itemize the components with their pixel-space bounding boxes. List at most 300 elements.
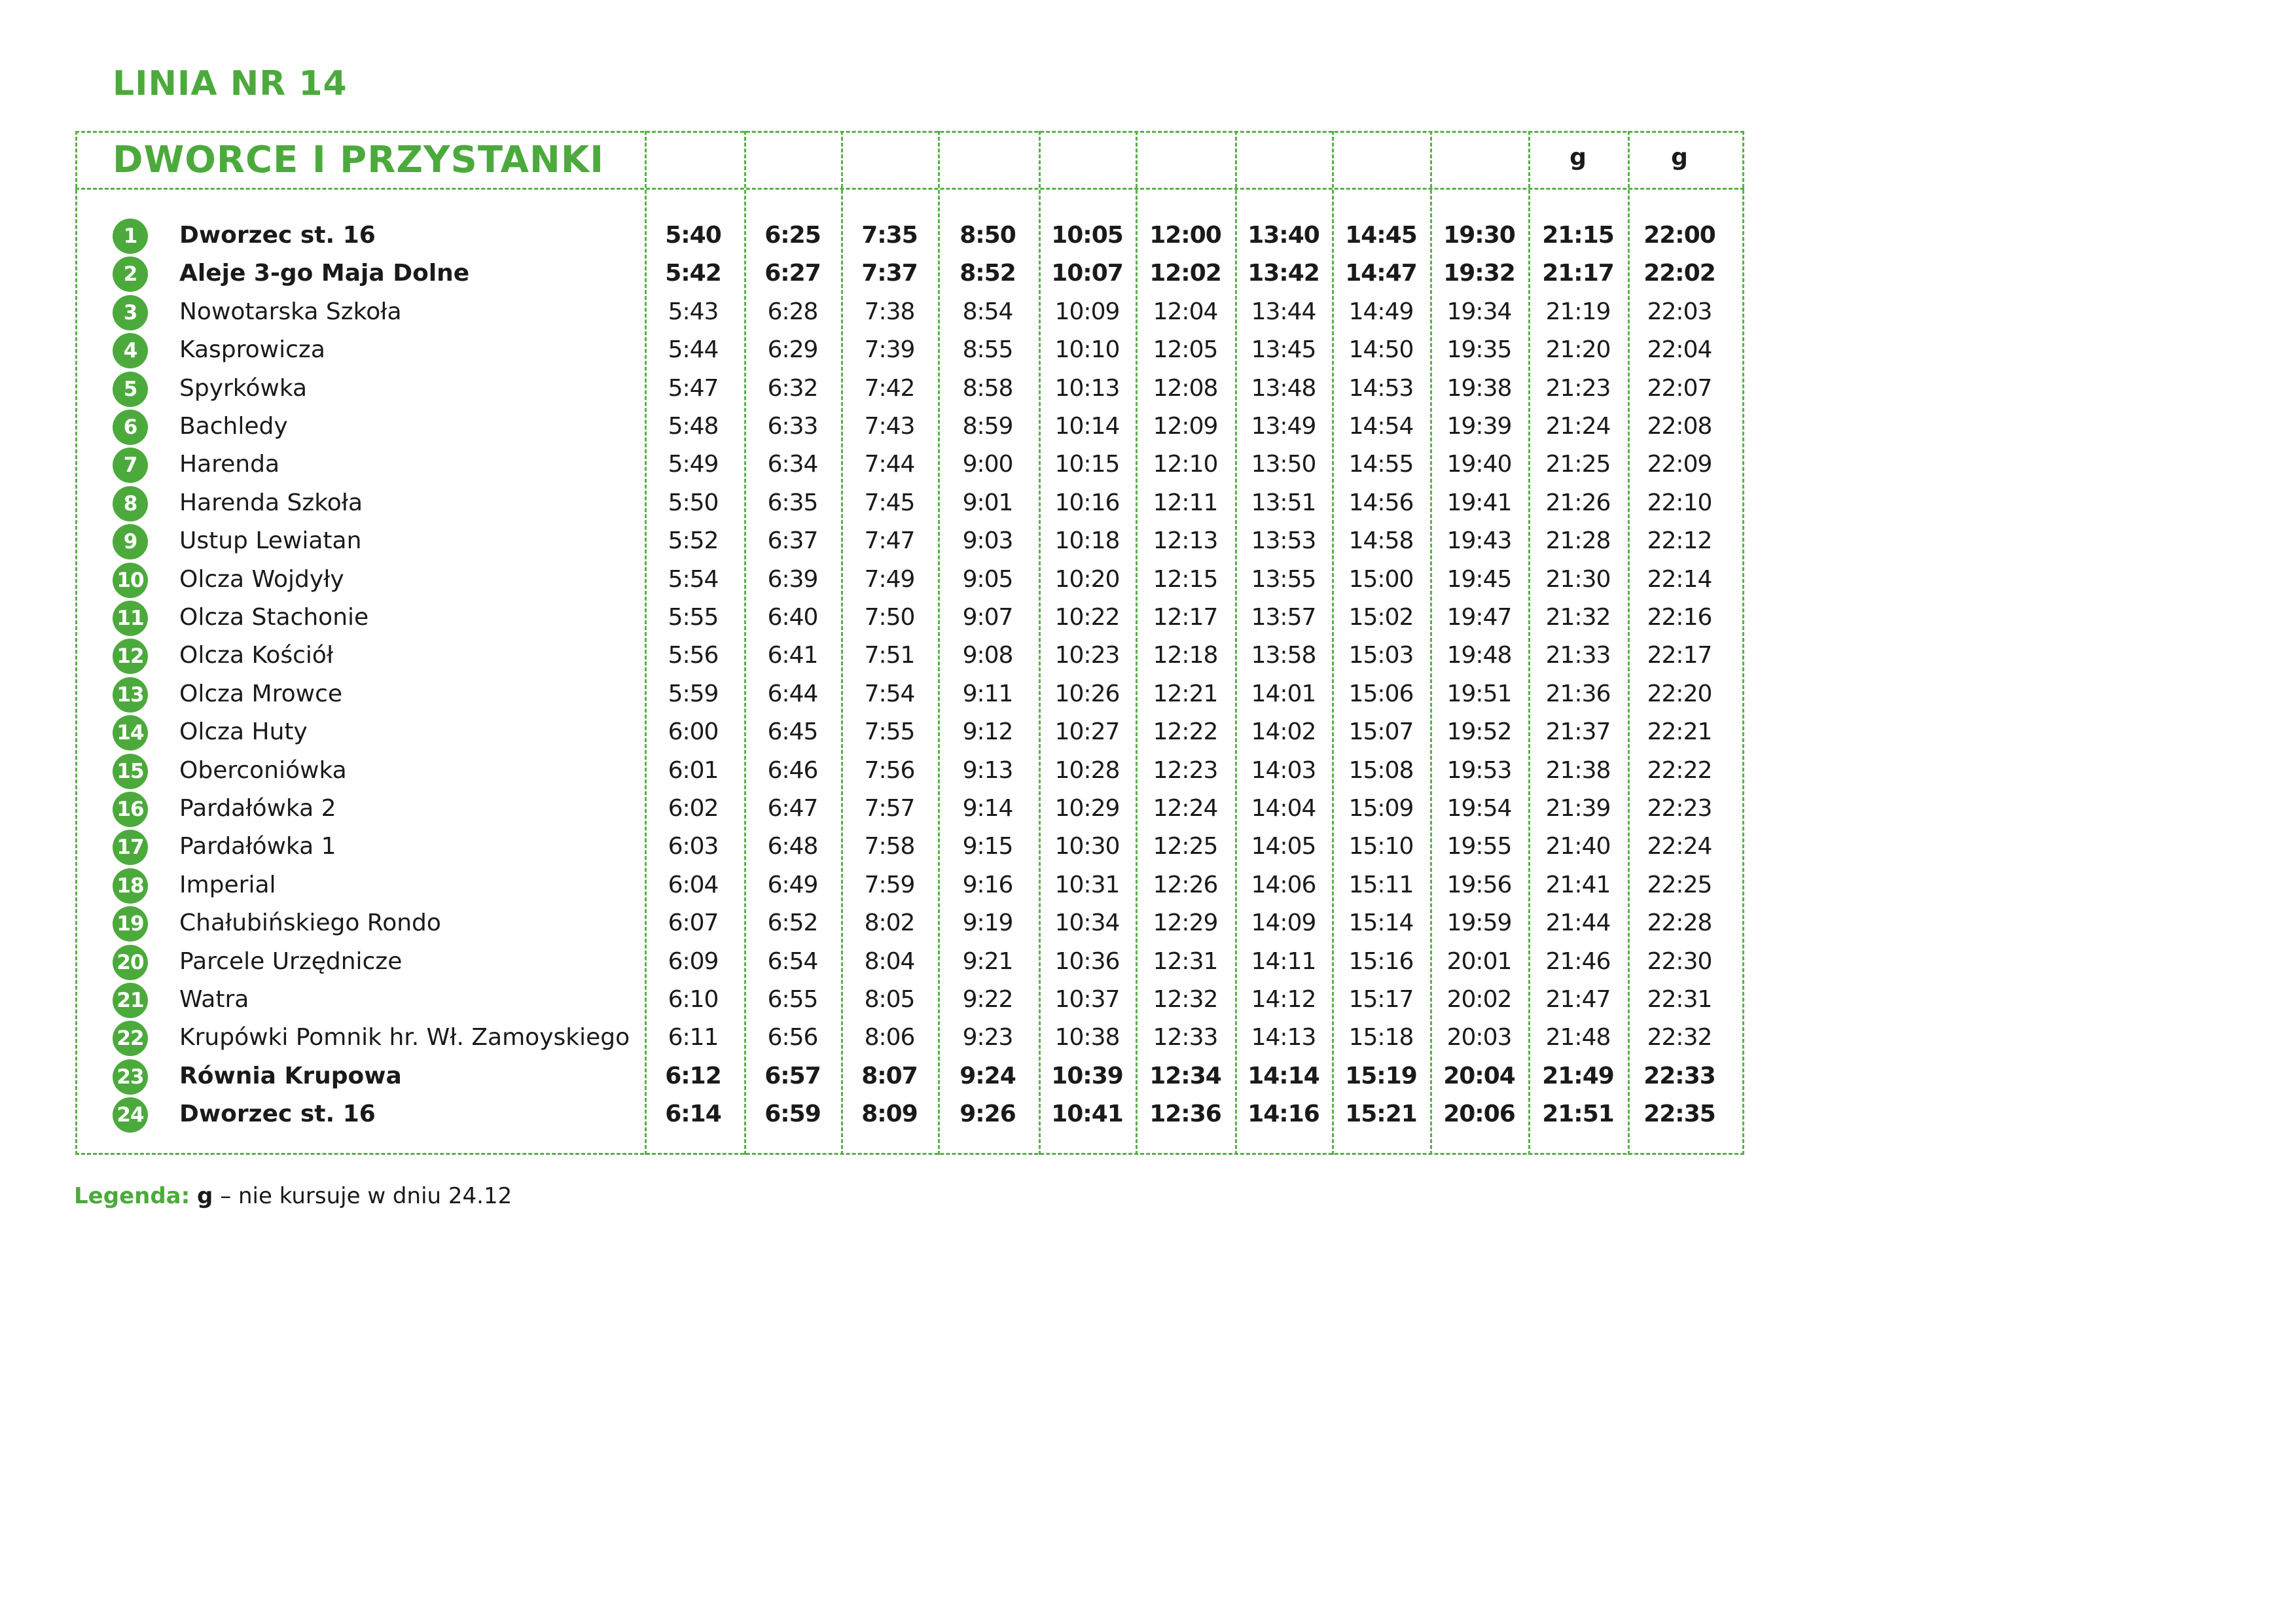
departure-time: 22:33 bbox=[1643, 1062, 1715, 1089]
stop-row bbox=[75, 981, 1744, 1019]
stop-row bbox=[75, 561, 1744, 599]
departure-time: 7:47 bbox=[864, 527, 915, 555]
stop-row bbox=[75, 675, 1744, 713]
departure-time: 9:12 bbox=[962, 718, 1013, 746]
departure-time: 14:03 bbox=[1251, 756, 1316, 784]
departure-time: 21:44 bbox=[1545, 909, 1611, 937]
departure-time: 21:41 bbox=[1545, 871, 1611, 898]
departure-time: 14:16 bbox=[1247, 1101, 1319, 1128]
departure-time: 7:59 bbox=[864, 871, 915, 898]
departure-time: 22:24 bbox=[1647, 833, 1712, 860]
stop-name: Pardałówka 2 bbox=[179, 795, 336, 822]
departure-time: 19:30 bbox=[1443, 222, 1515, 249]
departure-time: 6:44 bbox=[767, 680, 818, 707]
departure-time: 5:49 bbox=[668, 451, 719, 478]
departure-time: 21:48 bbox=[1545, 1024, 1611, 1051]
departure-time: 22:04 bbox=[1647, 336, 1712, 364]
departure-time: 6:56 bbox=[767, 1024, 818, 1051]
departure-time: 13:53 bbox=[1251, 527, 1316, 555]
stop-number-badge: 7 bbox=[113, 448, 148, 483]
departure-time: 21:33 bbox=[1545, 642, 1611, 669]
departure-time: 19:56 bbox=[1446, 871, 1512, 898]
departure-time: 22:10 bbox=[1647, 489, 1712, 516]
departure-time: 14:11 bbox=[1251, 947, 1316, 975]
stop-name: Spyrkówka bbox=[179, 374, 308, 402]
stop-name: Harenda Szkoła bbox=[179, 489, 363, 516]
departure-time: 15:07 bbox=[1348, 718, 1414, 746]
stop-name: Harenda bbox=[179, 451, 280, 478]
departure-time: 13:57 bbox=[1251, 604, 1316, 631]
departure-time: 19:35 bbox=[1446, 336, 1512, 364]
stop-number-badge: 20 bbox=[113, 945, 148, 980]
departure-time: 10:09 bbox=[1054, 298, 1120, 325]
departure-time: 13:49 bbox=[1251, 413, 1316, 440]
departure-time: 10:23 bbox=[1054, 642, 1120, 669]
stop-row bbox=[75, 408, 1744, 446]
departure-time: 9:15 bbox=[962, 833, 1013, 860]
departure-time: 7:38 bbox=[864, 298, 915, 325]
departure-time: 6:55 bbox=[767, 986, 818, 1013]
departure-time: 21:39 bbox=[1545, 795, 1611, 822]
stop-number-badge: 12 bbox=[113, 639, 148, 674]
departure-time: 6:32 bbox=[767, 374, 818, 402]
departure-time: 9:11 bbox=[962, 680, 1013, 707]
departure-time: 5:43 bbox=[668, 298, 719, 325]
departure-time: 6:59 bbox=[764, 1101, 821, 1128]
departure-time: 7:56 bbox=[864, 756, 915, 784]
stop-number-badge: 18 bbox=[113, 868, 148, 904]
stop-row bbox=[75, 866, 1744, 904]
departure-time: 21:37 bbox=[1545, 718, 1611, 746]
stop-row bbox=[75, 828, 1744, 866]
departure-time: 14:54 bbox=[1348, 413, 1414, 440]
departure-time: 12:04 bbox=[1153, 298, 1218, 325]
header-divider bbox=[75, 188, 1744, 190]
departure-time: 14:56 bbox=[1348, 489, 1414, 516]
stop-number-badge: 6 bbox=[113, 410, 148, 445]
departure-time: 19:43 bbox=[1446, 527, 1512, 555]
departure-time: 14:53 bbox=[1348, 374, 1414, 402]
stop-name: Aleje 3-go Maja Dolne bbox=[179, 260, 470, 287]
departure-time: 7:57 bbox=[864, 795, 915, 822]
departure-time: 6:57 bbox=[764, 1062, 821, 1089]
stop-name: Dworzec st. 16 bbox=[179, 1101, 376, 1128]
departure-time: 13:48 bbox=[1251, 374, 1316, 402]
departure-time: 22:00 bbox=[1643, 222, 1715, 249]
departure-time: 13:51 bbox=[1251, 489, 1316, 516]
departure-time: 14:47 bbox=[1345, 260, 1417, 287]
stop-name: Imperial bbox=[179, 871, 276, 898]
departure-time: 10:13 bbox=[1054, 374, 1120, 402]
stop-row bbox=[75, 1095, 1744, 1133]
stop-name: Chałubińskiego Rondo bbox=[179, 909, 441, 937]
departure-time: 7:58 bbox=[864, 833, 915, 860]
departure-time: 10:27 bbox=[1054, 718, 1120, 746]
departure-time: 10:18 bbox=[1054, 527, 1120, 555]
departure-time: 15:16 bbox=[1348, 947, 1414, 975]
departure-time: 12:31 bbox=[1153, 947, 1218, 975]
departure-time: 5:55 bbox=[668, 604, 719, 631]
departure-time: 10:31 bbox=[1054, 871, 1120, 898]
departure-time: 21:30 bbox=[1545, 565, 1611, 593]
departure-time: 6:49 bbox=[767, 871, 818, 898]
departure-time: 22:28 bbox=[1647, 909, 1712, 937]
departure-time: 6:11 bbox=[668, 1024, 719, 1051]
stop-number-badge: 10 bbox=[113, 563, 148, 598]
departure-time: 21:20 bbox=[1545, 336, 1611, 364]
stop-number-badge: 24 bbox=[113, 1097, 148, 1133]
departure-time: 6:04 bbox=[668, 871, 719, 898]
departure-time: 12:08 bbox=[1153, 374, 1218, 402]
departure-time: 15:09 bbox=[1348, 795, 1414, 822]
departure-time: 13:58 bbox=[1251, 642, 1316, 669]
departure-time: 9:00 bbox=[962, 451, 1013, 478]
departure-time: 22:14 bbox=[1647, 565, 1712, 593]
departure-time: 10:29 bbox=[1054, 795, 1120, 822]
stop-name: Watra bbox=[179, 986, 249, 1013]
column-flag: g bbox=[1570, 144, 1587, 171]
departure-time: 10:36 bbox=[1054, 947, 1120, 975]
departure-time: 6:46 bbox=[767, 756, 818, 784]
departure-time: 21:23 bbox=[1545, 374, 1611, 402]
departure-time: 5:42 bbox=[665, 260, 721, 287]
departure-time: 21:19 bbox=[1545, 298, 1611, 325]
departure-time: 13:40 bbox=[1247, 222, 1319, 249]
departure-time: 21:26 bbox=[1545, 489, 1611, 516]
departure-time: 14:12 bbox=[1251, 986, 1316, 1013]
departure-time: 12:02 bbox=[1149, 260, 1221, 287]
departure-time: 22:22 bbox=[1647, 756, 1712, 784]
departure-time: 7:39 bbox=[864, 336, 915, 364]
departure-time: 12:21 bbox=[1153, 680, 1218, 707]
departure-time: 6:29 bbox=[767, 336, 818, 364]
departure-time: 12:17 bbox=[1153, 604, 1218, 631]
departure-time: 10:15 bbox=[1054, 451, 1120, 478]
departure-time: 6:10 bbox=[668, 986, 719, 1013]
departure-time: 13:55 bbox=[1251, 565, 1316, 593]
departure-time: 15:14 bbox=[1348, 909, 1414, 937]
departure-time: 19:51 bbox=[1446, 680, 1512, 707]
departure-time: 6:00 bbox=[668, 718, 719, 746]
departure-time: 19:53 bbox=[1446, 756, 1512, 784]
stop-name: Olcza Wojdyły bbox=[179, 565, 344, 593]
stop-row bbox=[75, 255, 1744, 292]
departure-time: 22:23 bbox=[1647, 795, 1712, 822]
departure-time: 6:47 bbox=[767, 795, 818, 822]
stop-number-badge: 13 bbox=[113, 677, 148, 713]
departure-time: 9:05 bbox=[962, 565, 1013, 593]
departure-time: 12:18 bbox=[1153, 642, 1218, 669]
stop-row bbox=[75, 752, 1744, 790]
departure-time: 9:24 bbox=[960, 1062, 1016, 1089]
departure-time: 15:17 bbox=[1348, 986, 1414, 1013]
stop-row bbox=[75, 713, 1744, 751]
departure-time: 14:04 bbox=[1251, 795, 1316, 822]
departure-time: 10:38 bbox=[1054, 1024, 1120, 1051]
departure-time: 10:30 bbox=[1054, 833, 1120, 860]
departure-time: 10:34 bbox=[1054, 909, 1120, 937]
departure-time: 19:54 bbox=[1446, 795, 1512, 822]
departure-time: 14:14 bbox=[1247, 1062, 1319, 1089]
departure-time: 10:37 bbox=[1054, 986, 1120, 1013]
departure-time: 7:42 bbox=[864, 374, 915, 402]
departure-time: 10:20 bbox=[1054, 565, 1120, 593]
departure-time: 6:33 bbox=[767, 413, 818, 440]
stop-row bbox=[75, 790, 1744, 828]
departure-time: 22:21 bbox=[1647, 718, 1712, 746]
departure-time: 9:16 bbox=[962, 871, 1013, 898]
stop-row bbox=[75, 331, 1744, 369]
departure-time: 12:10 bbox=[1153, 451, 1218, 478]
departure-time: 6:09 bbox=[668, 947, 719, 975]
departure-time: 12:11 bbox=[1153, 489, 1218, 516]
departure-time: 7:50 bbox=[864, 604, 915, 631]
departure-time: 8:06 bbox=[864, 1024, 915, 1051]
departure-time: 7:51 bbox=[864, 642, 915, 669]
departure-time: 21:40 bbox=[1545, 833, 1611, 860]
stop-number-badge: 3 bbox=[113, 295, 148, 330]
departure-time: 22:17 bbox=[1647, 642, 1712, 669]
departure-time: 6:01 bbox=[668, 756, 719, 784]
departure-time: 21:32 bbox=[1545, 604, 1611, 631]
departure-time: 10:22 bbox=[1054, 604, 1120, 631]
stop-name: Dworzec st. 16 bbox=[179, 222, 376, 249]
line-title: LINIA NR 14 bbox=[113, 64, 348, 103]
departure-time: 12:26 bbox=[1153, 871, 1218, 898]
departure-time: 21:24 bbox=[1545, 413, 1611, 440]
departure-time: 21:47 bbox=[1545, 986, 1611, 1013]
stop-number-badge: 2 bbox=[113, 256, 148, 292]
departure-time: 9:03 bbox=[962, 527, 1013, 555]
departure-time: 19:48 bbox=[1446, 642, 1512, 669]
stop-number-badge: 15 bbox=[113, 754, 148, 789]
departure-time: 20:06 bbox=[1443, 1101, 1515, 1128]
legend-label: Legenda: bbox=[74, 1183, 190, 1209]
departure-time: 15:06 bbox=[1348, 680, 1414, 707]
departure-time: 15:21 bbox=[1345, 1101, 1417, 1128]
departure-time: 10:41 bbox=[1051, 1101, 1123, 1128]
departure-time: 19:32 bbox=[1443, 260, 1515, 287]
stop-name: Pardałówka 1 bbox=[179, 833, 336, 860]
departure-time: 21:46 bbox=[1545, 947, 1611, 975]
departure-time: 22:08 bbox=[1647, 413, 1712, 440]
departure-time: 21:17 bbox=[1542, 260, 1614, 287]
departure-time: 7:35 bbox=[861, 222, 918, 249]
departure-time: 8:59 bbox=[962, 413, 1013, 440]
departure-time: 19:38 bbox=[1446, 374, 1512, 402]
departure-time: 13:50 bbox=[1251, 451, 1316, 478]
departure-time: 8:09 bbox=[861, 1101, 918, 1128]
legend-key: g bbox=[197, 1183, 213, 1209]
column-flag: g bbox=[1671, 144, 1688, 171]
departure-time: 8:52 bbox=[960, 260, 1016, 287]
departure-time: 19:39 bbox=[1446, 413, 1512, 440]
departure-time: 22:12 bbox=[1647, 527, 1712, 555]
departure-time: 13:44 bbox=[1251, 298, 1316, 325]
departure-time: 21:25 bbox=[1545, 451, 1611, 478]
departure-time: 12:33 bbox=[1153, 1024, 1218, 1051]
departure-time: 14:55 bbox=[1348, 451, 1414, 478]
stop-name: Krupówki Pomnik hr. Wł. Zamoyskiego bbox=[179, 1024, 630, 1051]
departure-time: 10:16 bbox=[1054, 489, 1120, 516]
departure-time: 14:58 bbox=[1348, 527, 1414, 555]
stop-row bbox=[75, 293, 1744, 331]
stop-number-badge: 11 bbox=[113, 601, 148, 636]
departure-time: 12:23 bbox=[1153, 756, 1218, 784]
stop-row bbox=[75, 904, 1744, 942]
departure-time: 8:54 bbox=[962, 298, 1013, 325]
departure-time: 9:22 bbox=[962, 986, 1013, 1013]
stop-name: Ustup Lewiatan bbox=[179, 527, 362, 555]
departure-time: 19:41 bbox=[1446, 489, 1512, 516]
departure-time: 5:44 bbox=[668, 336, 719, 364]
departure-time: 9:19 bbox=[962, 909, 1013, 937]
stop-name: Oberconiówka bbox=[179, 756, 347, 784]
stop-number-badge: 23 bbox=[113, 1059, 148, 1095]
stop-row bbox=[75, 1057, 1744, 1095]
stop-row bbox=[75, 446, 1744, 484]
departure-time: 22:09 bbox=[1647, 451, 1712, 478]
departure-time: 9:21 bbox=[962, 947, 1013, 975]
departure-time: 21:51 bbox=[1542, 1101, 1614, 1128]
departure-time: 12:00 bbox=[1149, 222, 1221, 249]
stop-number-badge: 14 bbox=[113, 715, 148, 750]
departure-time: 15:11 bbox=[1348, 871, 1414, 898]
departure-time: 15:02 bbox=[1348, 604, 1414, 631]
departure-time: 5:56 bbox=[668, 642, 719, 669]
stop-row bbox=[75, 599, 1744, 637]
departure-time: 19:45 bbox=[1446, 565, 1512, 593]
departure-time: 22:25 bbox=[1647, 871, 1712, 898]
departure-time: 14:13 bbox=[1251, 1024, 1316, 1051]
departure-time: 8:02 bbox=[864, 909, 915, 937]
departure-time: 21:38 bbox=[1545, 756, 1611, 784]
stop-number-badge: 5 bbox=[113, 372, 148, 407]
departure-time: 10:14 bbox=[1054, 413, 1120, 440]
departure-time: 6:34 bbox=[767, 451, 818, 478]
departure-time: 6:48 bbox=[767, 833, 818, 860]
stop-row bbox=[75, 217, 1744, 255]
stop-name: Bachledy bbox=[179, 413, 288, 440]
departure-time: 7:43 bbox=[864, 413, 915, 440]
departure-time: 12:36 bbox=[1149, 1101, 1221, 1128]
departure-time: 5:50 bbox=[668, 489, 719, 516]
departure-time: 14:49 bbox=[1348, 298, 1414, 325]
stop-number-badge: 9 bbox=[113, 524, 148, 559]
departure-time: 7:37 bbox=[861, 260, 918, 287]
departure-time: 9:01 bbox=[962, 489, 1013, 516]
departure-time: 10:39 bbox=[1051, 1062, 1123, 1089]
departure-time: 13:42 bbox=[1247, 260, 1319, 287]
departure-time: 12:13 bbox=[1153, 527, 1218, 555]
departure-time: 6:39 bbox=[767, 565, 818, 593]
departure-time: 15:19 bbox=[1345, 1062, 1417, 1089]
departure-time: 9:08 bbox=[962, 642, 1013, 669]
departure-time: 6:45 bbox=[767, 718, 818, 746]
departure-time: 6:02 bbox=[668, 795, 719, 822]
stop-number-badge: 8 bbox=[113, 486, 148, 521]
departure-time: 19:47 bbox=[1446, 604, 1512, 631]
stop-name: Olcza Huty bbox=[179, 718, 308, 746]
departure-time: 6:07 bbox=[668, 909, 719, 937]
departure-time: 9:13 bbox=[962, 756, 1013, 784]
departure-time: 12:05 bbox=[1153, 336, 1218, 364]
departure-time: 22:35 bbox=[1643, 1101, 1715, 1128]
legend-text: – nie kursuje w dniu 24.12 bbox=[220, 1183, 512, 1209]
stop-name: Parcele Urzędnicze bbox=[179, 947, 403, 975]
stop-number-badge: 19 bbox=[113, 906, 148, 942]
departure-time: 6:52 bbox=[767, 909, 818, 937]
departure-time: 9:07 bbox=[962, 604, 1013, 631]
departure-time: 8:55 bbox=[962, 336, 1013, 364]
departure-time: 14:45 bbox=[1345, 222, 1417, 249]
departure-time: 14:09 bbox=[1251, 909, 1316, 937]
departure-time: 12:22 bbox=[1153, 718, 1218, 746]
departure-time: 10:10 bbox=[1054, 336, 1120, 364]
departure-time: 19:55 bbox=[1446, 833, 1512, 860]
departure-time: 14:50 bbox=[1348, 336, 1414, 364]
departure-time: 10:05 bbox=[1051, 222, 1123, 249]
departure-time: 9:23 bbox=[962, 1024, 1013, 1051]
departure-time: 14:01 bbox=[1251, 680, 1316, 707]
departure-time: 7:45 bbox=[864, 489, 915, 516]
departure-time: 21:15 bbox=[1542, 222, 1614, 249]
stop-name: Olcza Stachonie bbox=[179, 604, 369, 631]
departure-time: 12:24 bbox=[1153, 795, 1218, 822]
stop-number-badge: 17 bbox=[113, 830, 148, 865]
departure-time: 21:28 bbox=[1545, 527, 1611, 555]
departure-time: 7:49 bbox=[864, 565, 915, 593]
departure-time: 22:16 bbox=[1647, 604, 1712, 631]
stop-number-badge: 21 bbox=[113, 983, 148, 1018]
stops-header-title: DWORCE I PRZYSTANKI bbox=[113, 139, 605, 181]
stop-name: Nowotarska Szkoła bbox=[179, 298, 402, 325]
departure-time: 20:03 bbox=[1446, 1024, 1512, 1051]
departure-time: 22:30 bbox=[1647, 947, 1712, 975]
stop-name: Równia Krupowa bbox=[179, 1062, 402, 1089]
departure-time: 19:40 bbox=[1446, 451, 1512, 478]
stop-number-badge: 16 bbox=[113, 792, 148, 827]
departure-time: 14:06 bbox=[1251, 871, 1316, 898]
departure-time: 15:10 bbox=[1348, 833, 1414, 860]
departure-time: 7:44 bbox=[864, 451, 915, 478]
stop-name: Olcza Kościół bbox=[179, 642, 334, 669]
stop-name: Olcza Mrowce bbox=[179, 680, 343, 707]
departure-time: 22:32 bbox=[1647, 1024, 1712, 1051]
departure-time: 6:28 bbox=[767, 298, 818, 325]
departure-time: 7:54 bbox=[864, 680, 915, 707]
departure-time: 5:59 bbox=[668, 680, 719, 707]
departure-time: 6:14 bbox=[665, 1101, 721, 1128]
stop-row bbox=[75, 370, 1744, 408]
departure-time: 13:45 bbox=[1251, 336, 1316, 364]
legend bbox=[74, 1183, 512, 1209]
departure-time: 22:02 bbox=[1643, 260, 1715, 287]
departure-time: 21:36 bbox=[1545, 680, 1611, 707]
stop-number-badge: 4 bbox=[113, 333, 148, 368]
departure-time: 5:47 bbox=[668, 374, 719, 402]
departure-time: 8:05 bbox=[864, 986, 915, 1013]
stop-row bbox=[75, 637, 1744, 675]
departure-time: 8:58 bbox=[962, 374, 1013, 402]
departure-time: 5:48 bbox=[668, 413, 719, 440]
departure-time: 12:25 bbox=[1153, 833, 1218, 860]
departure-time: 20:02 bbox=[1446, 986, 1512, 1013]
stop-name: Kasprowicza bbox=[179, 336, 325, 364]
departure-time: 19:52 bbox=[1446, 718, 1512, 746]
departure-time: 10:28 bbox=[1054, 756, 1120, 784]
departure-time: 22:31 bbox=[1647, 986, 1712, 1013]
